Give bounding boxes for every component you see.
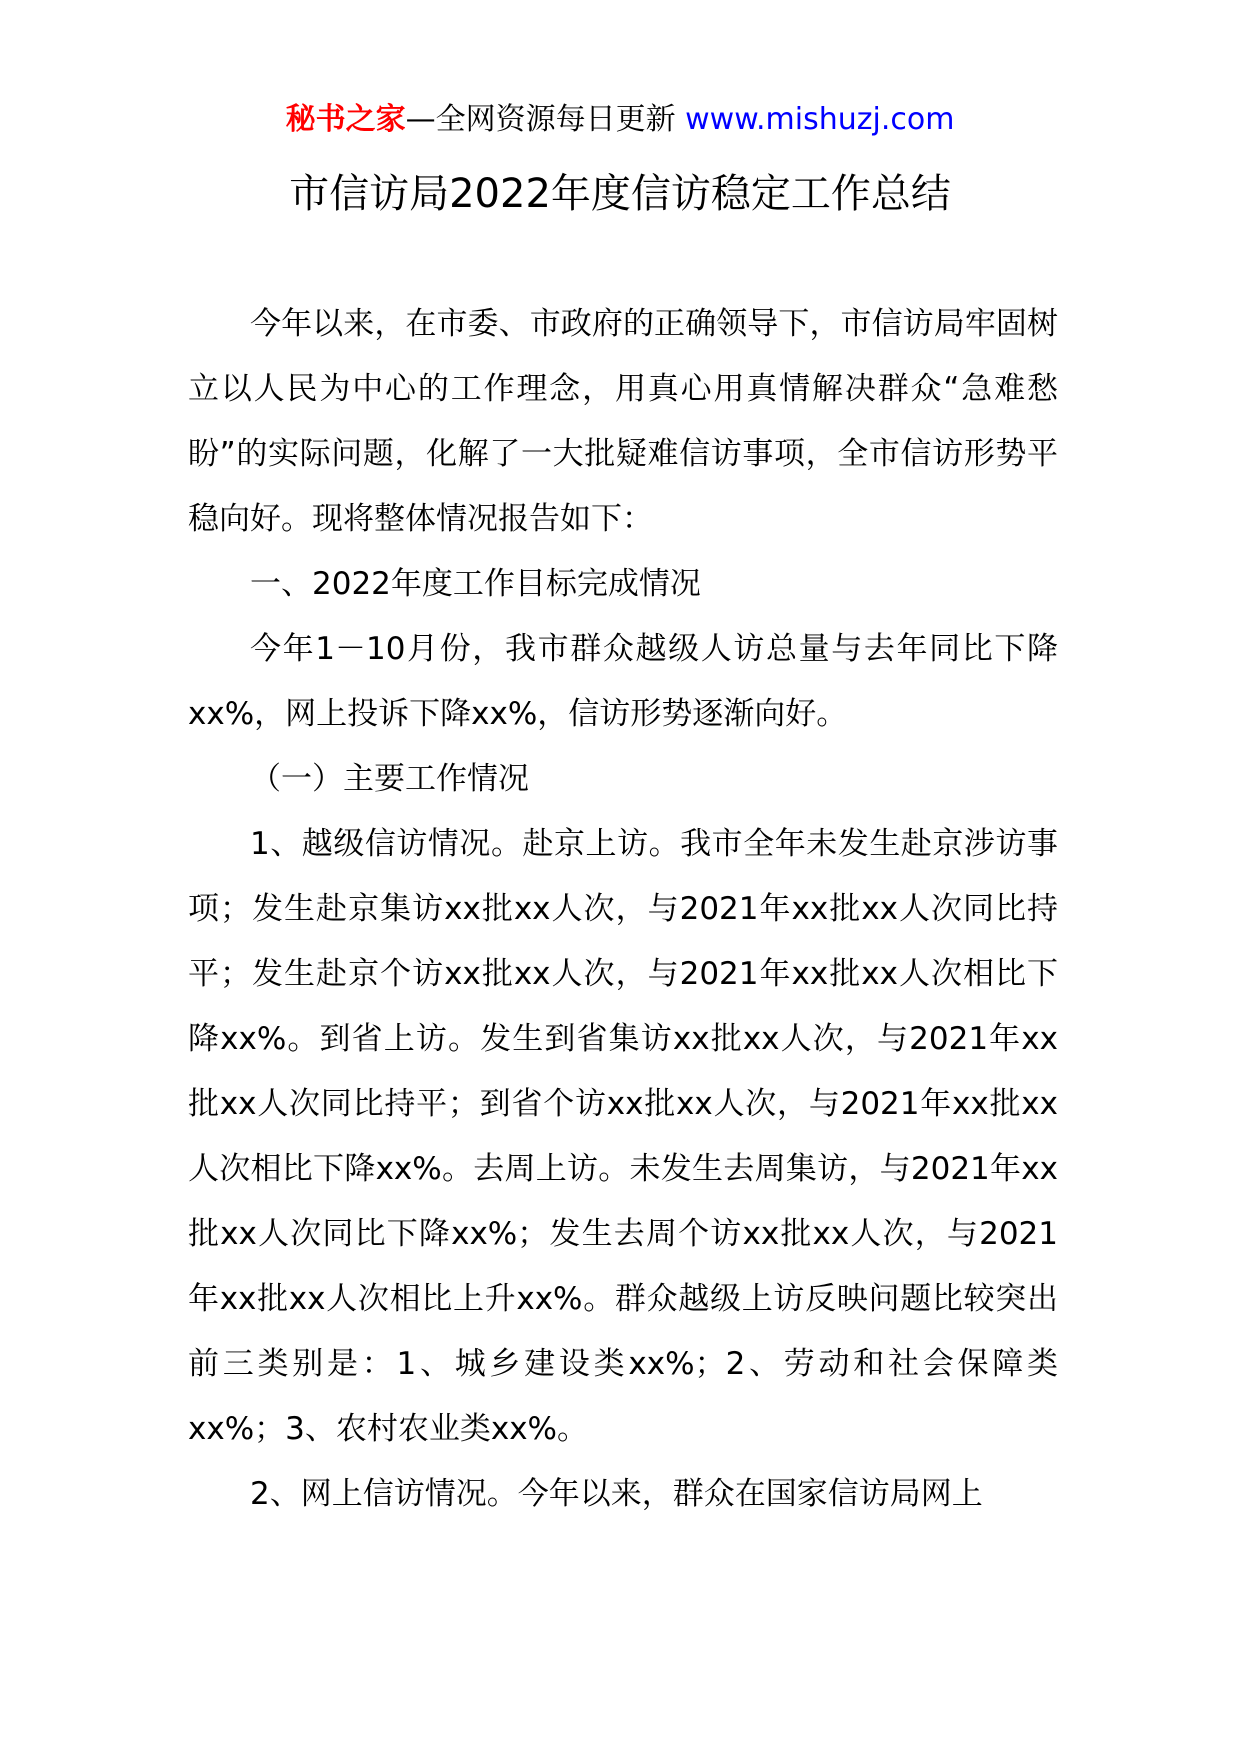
subsection-heading-1: （一）主要工作情况 (250, 761, 529, 797)
section-heading-1: 一、2022年度工作目标完成情况 (250, 566, 701, 602)
header-banner (0, 100, 1240, 140)
header-url[interactable]: www.mishuzj.com (685, 102, 955, 137)
paragraph-petition-overview: 1、越级信访情况。赴京上访。我市全年未发生赴京涉访事项；发生赴京集访xx批xx人次，与2021年xx批xx人次同比持平；发生赴京个访xx批xx人次，与2021年xx批xx人次相比下降xx%。到省上访。发生到省集访xx批xx人次，与2021年xx批xx人次同比持平；到省个访xx批xx人次，与2021年xx批xx人次相比下降xx%。去周上访。未发生去周集访，与2021年xx批xx人次同比下降xx%；发生去周个访xx批xx人次，与2021年xx批xx人次相比上升xx%。群众越级上访反映问题比较突出前三类别是：1、城乡建设类xx%；2、劳动和社会保障类xx%；3、农村农业类xx%。 (188, 826, 1058, 1447)
paragraph-summary: 今年1－10月份，我市群众越级人访总量与去年同比下降xx%，网上投诉下降xx%，信访形势逐渐向好。 (188, 631, 1058, 732)
document-body (188, 292, 1058, 1527)
document-title: 市信访局2022年度信访稳定工作总结 (289, 171, 951, 217)
brand-name: 秘书之家 (285, 102, 406, 137)
paragraph-online-petition: 2、网上信访情况。今年以来，群众在国家信访局网上 (250, 1476, 983, 1512)
header-slogan: —全网资源每日更新 (405, 102, 676, 137)
paragraph-intro: 今年以来，在市委、市政府的正确领导下，市信访局牢固树立以人民为中心的工作理念，用真心用真情解决群众“急难愁盼”的实际问题，化解了一大批疑难信访事项，全市信访形势平稳向好。现将整体情况报告如下： (188, 306, 1058, 537)
